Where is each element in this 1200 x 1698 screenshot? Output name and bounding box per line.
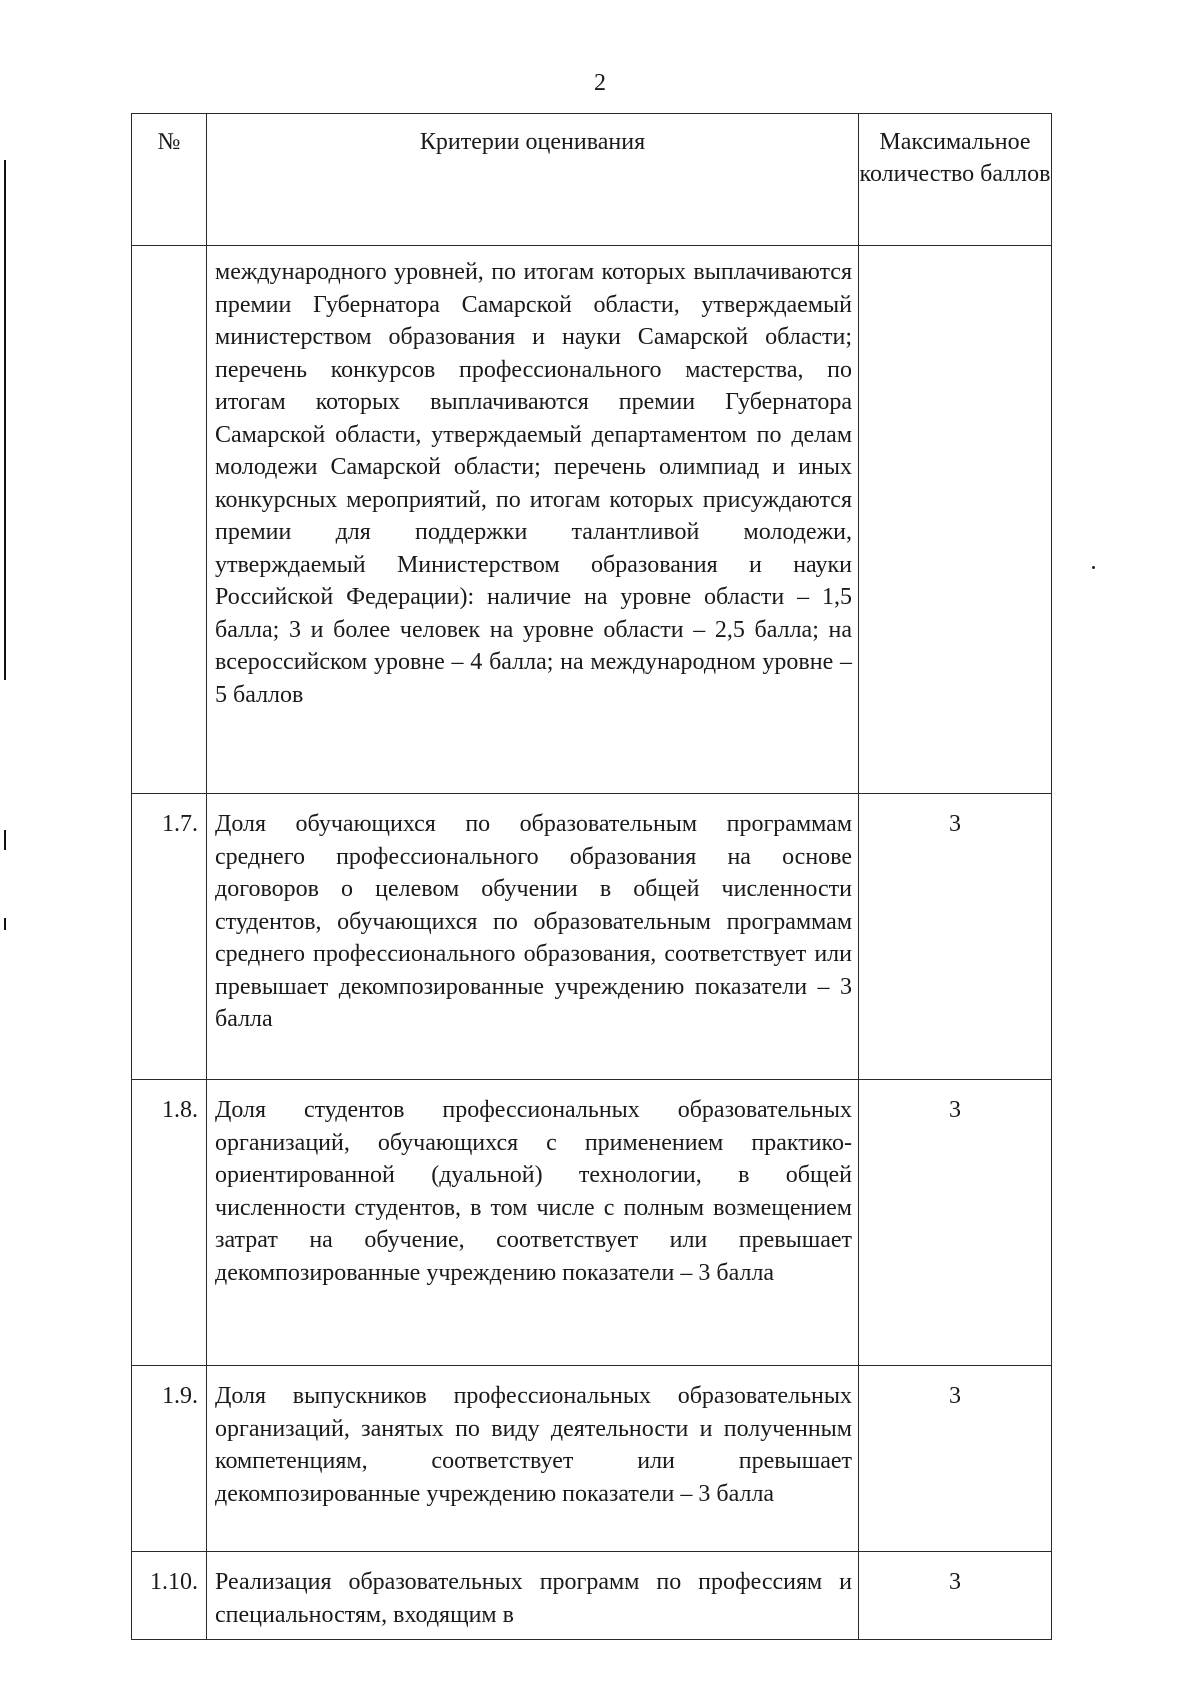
page-number: 2 [594, 70, 606, 96]
row-max-points: 3 [859, 794, 1052, 1080]
scan-edge-mark-low [4, 918, 6, 930]
table-row [132, 1366, 1052, 1552]
scan-speck [1092, 566, 1095, 569]
row-criteria: Доля обучающихся по образовательным программам среднего профессионального образования на основе договоров о целевом обучении в общей численности студентов, обучающихся по образовательным программам среднего профессионального образования, соответствует или превышает декомпозированные учреждению показатели – 3 балла [207, 794, 859, 1080]
row-criteria: международного уровней, по итогам которых выплачиваются премии Губернатора Самарской области, утверждаемый министерством образования и науки Самарской области; перечень конкурсов профессионального мастерства, по итогам которых выплачиваются премии Губернатора Самарской области, утверждаемый департаментом по делам молодежи Самарской области; перечень олимпиад и иных конкурсных мероприятий, по итогам которых присуждаются премии для поддержки талантливой молодежи, утверждаемый Министерством образования и науки Российской Федерации): наличие на уровне области – 1,5 балла; 3 и более человек на уровне области – 2,5 балла; на всероссийском уровне – 4 балла; на международном уровне – 5 баллов [207, 246, 859, 794]
header-max-points: Максимальное количество баллов [859, 114, 1052, 246]
row-criteria: Реализация образовательных программ по профессиям и специальностям, входящим в [207, 1552, 859, 1640]
row-max-points [859, 246, 1052, 794]
row-max-points: 3 [859, 1552, 1052, 1640]
row-number: 1.10. [132, 1552, 207, 1640]
row-number [132, 246, 207, 794]
row-max-points: 3 [859, 1080, 1052, 1366]
scan-edge-mark-mid [4, 830, 6, 850]
header-criteria: Критерии оценивания [207, 114, 859, 246]
scan-edge-mark-top [4, 160, 6, 680]
criteria-table [131, 113, 1052, 1640]
row-number: 1.9. [132, 1366, 207, 1552]
table-header-row [132, 114, 1052, 246]
row-number: 1.7. [132, 794, 207, 1080]
row-criteria: Доля выпускников профессиональных образовательных организаций, занятых по виду деятельности и полученным компетенциям, соответствует или превышает декомпозированные учреждению показатели – 3 балла [207, 1366, 859, 1552]
table-row [132, 1080, 1052, 1366]
table-row [132, 1552, 1052, 1640]
row-max-points: 3 [859, 1366, 1052, 1552]
header-number: № [132, 114, 207, 246]
row-criteria: Доля студентов профессиональных образовательных организаций, обучающихся с применением практико-ориентированной (дуальной) технологии, в общей численности студентов, в том числе с полным возмещением затрат на обучение, соответствует или превышает декомпозированные учреждению показатели – 3 балла [207, 1080, 859, 1366]
table-row [132, 794, 1052, 1080]
table-row [132, 246, 1052, 794]
row-number: 1.8. [132, 1080, 207, 1366]
